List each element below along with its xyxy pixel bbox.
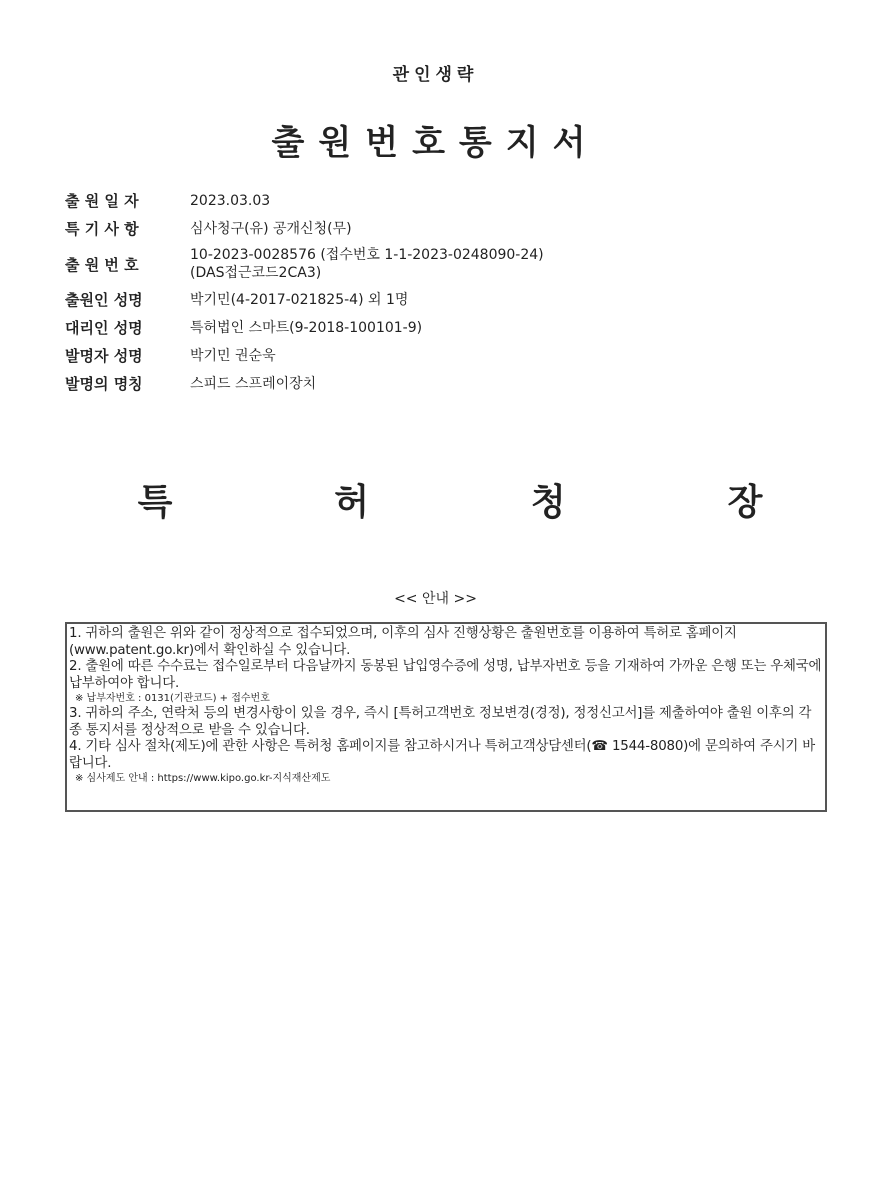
application-number-line1: 10-2023-0028576 (접수번호 1-1-2023-0248090-24) (190, 247, 544, 263)
label-application-number: 출 원 번 호 (65, 255, 139, 274)
value-filing-date: 2023.03.03 (190, 192, 271, 209)
notice-title: << 안내 >> (394, 591, 477, 607)
value-remarks: 심사청구(유) 공개신청(무) (190, 220, 352, 237)
office-char-3: 청 (530, 482, 566, 523)
notice-item-4: 4. 기타 심사 절차(제도)에 관한 사항은 특허청 홈페이지를 참고하시거나 특허고객상담센터(☎ 1544-8080)에 문의하여 주시기 바랍니다. (69, 739, 815, 771)
application-info (65, 190, 825, 401)
office-char-2: 허 (334, 482, 370, 523)
office-char-1: 특 (137, 482, 173, 523)
office-char-4: 장 (727, 482, 763, 523)
info-row-agent (65, 317, 825, 338)
label-agent: 대리인 성명 (65, 319, 143, 337)
value-application-number (190, 246, 544, 282)
label-inventor: 발명자 성명 (65, 347, 143, 365)
value-applicant: 박기민(4-2017-021825-4) 외 1명 (190, 291, 409, 308)
info-row-applicant (65, 289, 825, 310)
notice-note-payer-number: ※ 납부자번호 : 0131(기관코드) + 접수번호 (75, 693, 270, 704)
office-signature (90, 474, 810, 525)
label-filing-date: 출 원 일 자 (65, 192, 139, 210)
label-remarks: 특 기 사 항 (65, 220, 139, 238)
notice-note-exam-system: ※ 심사제도 안내 : https://www.kipo.go.kr-지식재산제도 (75, 773, 331, 784)
info-row-application-number (65, 246, 825, 282)
notice-item-2: 2. 출원에 따른 수수료는 접수일로부터 다음날까지 동봉된 납입영수증에 성명, 납부자번호 등을 기재하여 가까운 은행 또는 우체국에 납부하여야 합니다. (69, 659, 822, 691)
notice-item-3: 3. 귀하의 주소, 연락처 등의 변경사항이 있을 경우, 즉시 [특허고객번호 정보변경(경정), 정정신고서]를 제출하여야 출원 이후의 각종 통지서를 정상적으로 받을 수 있습니다. (69, 706, 812, 738)
value-invention-title: 스피드 스프레이장치 (190, 375, 317, 392)
document-title: 출원번호통지서 (271, 123, 600, 163)
notice-item-1: 1. 귀하의 출원은 위와 같이 정상적으로 접수되었으며, 이후의 심사 진행상황은 출원번호를 이용하여 특허로 홈페이지(www.patent.go.kr)에서 확인하실 수 있습니다. (69, 626, 737, 658)
application-number-line2: (DAS접근코드2CA3) (190, 265, 322, 281)
info-row-filing-date (65, 190, 825, 211)
info-row-invention-title (65, 373, 825, 394)
info-row-inventor (65, 345, 825, 366)
label-applicant: 출원인 성명 (65, 291, 143, 309)
label-invention-title: 발명의 명칭 (65, 375, 143, 393)
value-agent: 특허법인 스마트(9-2018-100101-9) (190, 319, 423, 336)
info-row-remarks (65, 218, 825, 239)
value-inventor: 박기민 권순욱 (190, 347, 276, 364)
stamp-omitted: 관인생략 (392, 65, 479, 85)
notice-box (65, 622, 827, 812)
